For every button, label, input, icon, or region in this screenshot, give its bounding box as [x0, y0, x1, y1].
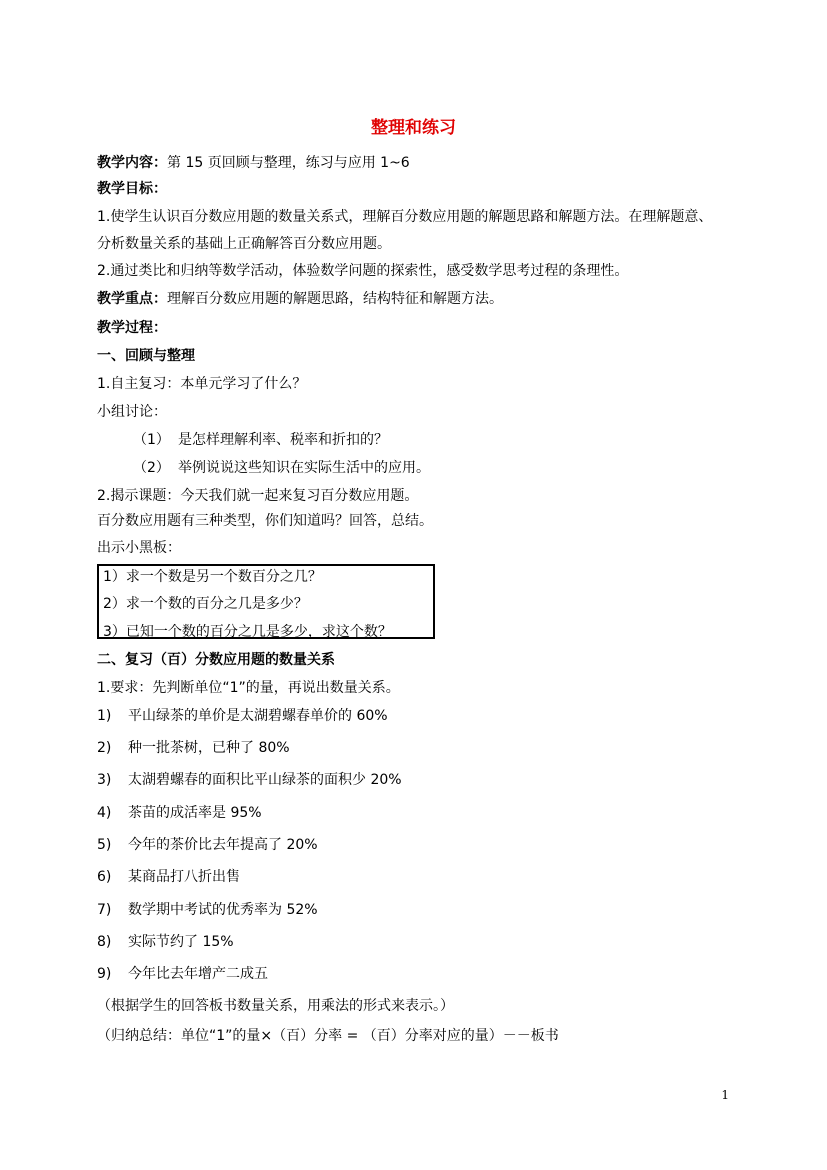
list-item-text: 今年的茶价比去年提高了 20% — [128, 837, 318, 853]
note-line-2: （归纳总结：单位“1”的量×（百）分率 = （百）分率对应的量）－－板书 — [97, 1028, 559, 1044]
group-discussion: 小组讨论： — [97, 404, 167, 420]
note-line-1: （根据学生的回答板书数量关系，用乘法的形式来表示。） — [97, 998, 454, 1014]
key-label: 教学重点： — [97, 291, 167, 307]
content-line — [97, 153, 410, 173]
section1-item1: 1.自主复习：本单元学习了什么？ — [97, 376, 307, 392]
content-text: 第 15 页回顾与整理，练习与应用 1~6 — [167, 155, 410, 171]
list-item-number: 1) — [97, 708, 112, 724]
page-number: 1 — [721, 1088, 729, 1102]
document-title: 整理和练习 — [371, 118, 456, 138]
section1-heading: 一、回顾与整理 — [97, 348, 195, 364]
list-item-number: 8) — [97, 934, 112, 950]
question1-number: （1） — [133, 432, 170, 448]
question2-number: （2） — [133, 460, 170, 476]
list-item-text: 某商品打八折出售 — [128, 869, 240, 885]
list-item-text: 茶苗的成活率是 95% — [128, 805, 262, 821]
goal1-line2: 分析数量关系的基础上正确解答百分数应用题。 — [97, 236, 391, 252]
list-item-number: 3) — [97, 772, 112, 788]
list-item-number: 5) — [97, 837, 112, 853]
key-point-line — [97, 289, 503, 309]
list-item-text: 太湖碧螺春的面积比平山绿茶的面积少 20% — [128, 772, 402, 788]
process-label: 教学过程： — [97, 320, 167, 336]
box-line-2: 2）求一个数的百分之几是多少？ — [103, 596, 308, 612]
section2-heading: 二、复习（百）分数应用题的数量关系 — [97, 652, 335, 668]
goals-label: 教学目标： — [97, 181, 167, 197]
box-line-1: 1）求一个数是另一个数百分之几？ — [103, 569, 322, 585]
section1-item2: 2.揭示课题：今天我们就一起来复习百分数应用题。 — [97, 488, 419, 504]
list-item-text: 实际节约了 15% — [128, 934, 234, 950]
question1-text: 是怎样理解利率、税率和折扣的？ — [178, 432, 388, 448]
list-item-text: 数学期中考试的优秀率为 52% — [128, 902, 318, 918]
goal2: 2.通过类比和归纳等数学活动，体验数学问题的探索性，感受数学思考过程的条理性。 — [97, 263, 629, 279]
list-item-text: 今年比去年增产二成五 — [128, 966, 268, 982]
goal1-line1: 1.使学生认识百分数应用题的数量关系式，理解百分数应用题的解题思路和解题方法。在理解题意、 — [97, 209, 713, 225]
types-line: 百分数应用题有三种类型，你们知道吗？回答，总结。 — [97, 513, 433, 529]
list-item-number: 9) — [97, 966, 112, 982]
list-item-text: 平山绿茶的单价是太湖碧螺春单价的 60% — [128, 708, 388, 724]
list-item-number: 6) — [97, 869, 112, 885]
key-text: 理解百分数应用题的解题思路，结构特征和解题方法。 — [167, 291, 503, 307]
list-item-number: 2) — [97, 740, 112, 756]
box-line-3: 3）已知一个数的百分之几是多少，求这个数？ — [103, 624, 392, 640]
list-item-text: 种一批茶树，已种了 80% — [128, 740, 290, 756]
list-item-number: 4) — [97, 805, 112, 821]
list-item-number: 7) — [97, 902, 112, 918]
question2-text: 举例说说这些知识在实际生活中的应用。 — [178, 460, 430, 476]
section2-requirement: 1.要求：先判断单位“1”的量，再说出数量关系。 — [97, 680, 400, 696]
board-line: 出示小黑板： — [97, 540, 181, 556]
content-label: 教学内容： — [97, 155, 167, 171]
